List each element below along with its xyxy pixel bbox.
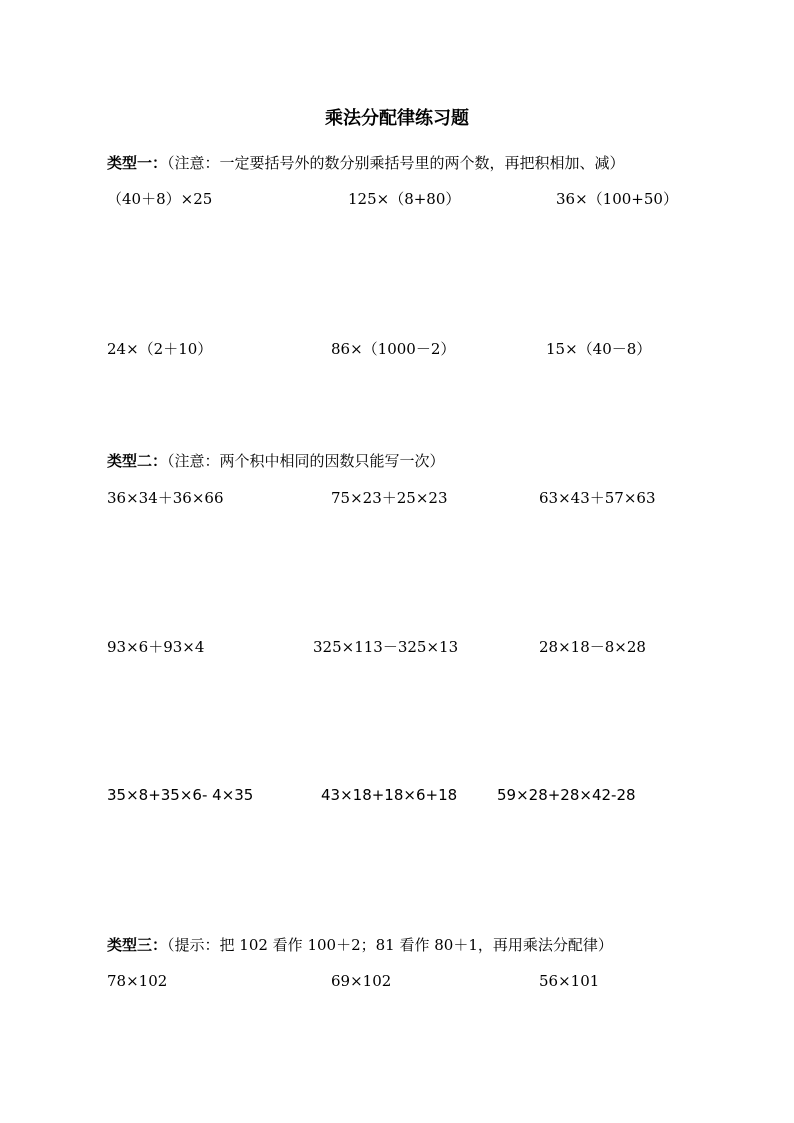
- page-title: 乘法分配律练习题: [325, 108, 469, 129]
- problem-3-2: 69×102: [331, 972, 392, 990]
- section-2-note: （注意：两个积中相同的因数只能写一次）: [167, 452, 445, 470]
- problem-1-3: 36×（100+50）: [556, 190, 678, 208]
- problem-2-5: 325×113－325×13: [313, 638, 459, 656]
- section-2-label: 类型二：: [107, 452, 168, 470]
- section-3-heading: [107, 934, 613, 955]
- section-1-label: 类型一：: [107, 154, 168, 172]
- problem-2-2: 75×23＋25×23: [331, 489, 448, 507]
- problem-2-7: 35×8+35×6- 4×35: [107, 786, 254, 804]
- section-1-note: （注意：一定要括号外的数分别乘括号里的两个数，再把积相加、减）: [167, 154, 625, 172]
- problem-1-4: 24×（2＋10）: [107, 340, 213, 358]
- problem-1-5: 86×（1000－2）: [331, 340, 456, 358]
- problem-3-3: 56×101: [539, 972, 600, 990]
- section-3-note: （提示：把 102 看作 100＋2；81 看作 80＋1，再用乘法分配律）: [167, 936, 613, 954]
- problem-1-2: 125×（8+80）: [348, 190, 461, 208]
- section-1-heading: [107, 152, 625, 173]
- problem-1-1: （40＋8）×25: [107, 190, 213, 208]
- problem-3-1: 78×102: [107, 972, 168, 990]
- problem-2-9: 59×28+28×42-28: [497, 786, 636, 804]
- problem-2-3: 63×43＋57×63: [539, 489, 656, 507]
- problem-1-6: 15×（40－8）: [546, 340, 652, 358]
- problem-2-1: 36×34＋36×66: [107, 489, 224, 507]
- problem-2-4: 93×6＋93×4: [107, 638, 205, 656]
- section-3-label: 类型三：: [107, 936, 168, 954]
- problem-2-6: 28×18－8×28: [539, 638, 646, 656]
- section-2-heading: [107, 450, 445, 471]
- problem-2-8: 43×18+18×6+18: [321, 786, 458, 804]
